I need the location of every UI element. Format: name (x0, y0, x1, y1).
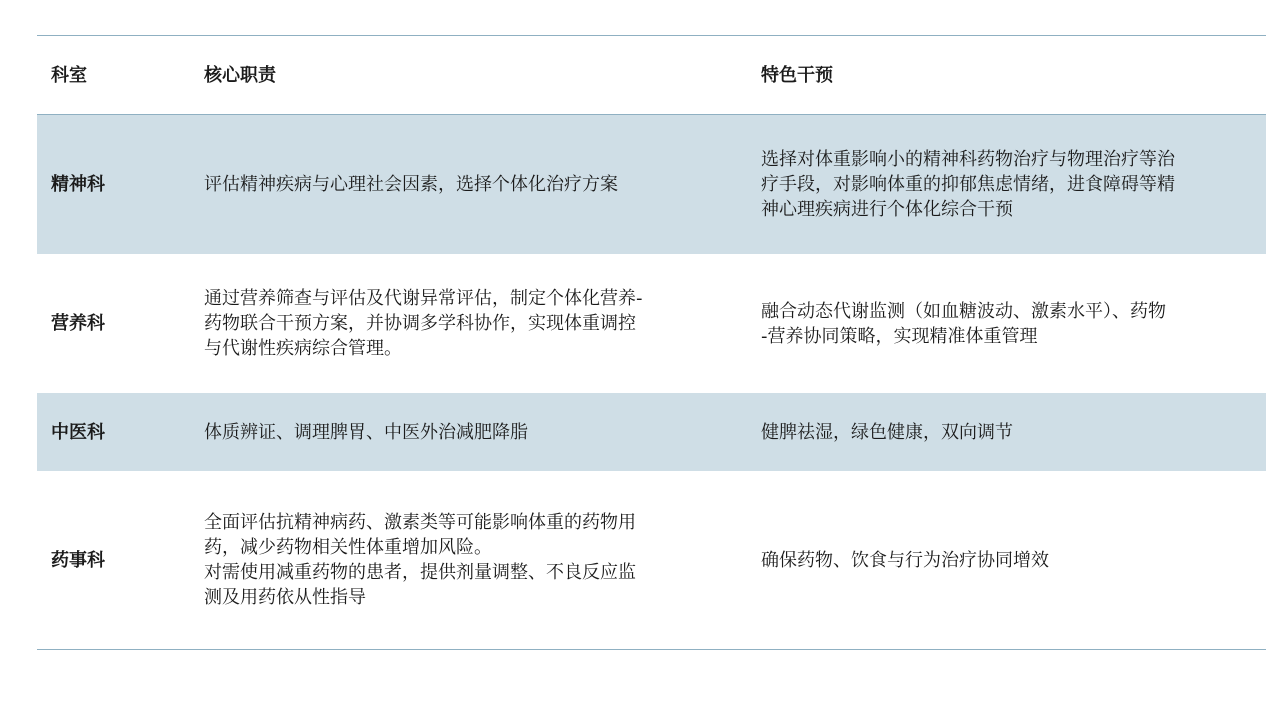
duty-line: 药物联合干预方案，并协调多学科协作，实现体重调控 (204, 313, 636, 334)
duty-line: 测及用药依从性指导 (204, 587, 366, 608)
feature-cell (747, 420, 1266, 445)
duty-line: 对需使用减重药物的患者，提供剂量调整、不良反应监 (204, 562, 636, 583)
table-row (37, 393, 1266, 471)
feature-line: 疗手段，对影响体重的抑郁焦虑情绪，进食障碍等精 (761, 174, 1175, 195)
header-dept: 科室 (51, 64, 87, 86)
duty-line: 评估精神疾病与心理社会因素，选择个体化治疗方案 (204, 174, 618, 195)
feature-line: -营养协同策略，实现精准体重管理 (761, 325, 1038, 347)
dept-cell: 药事科 (51, 549, 105, 571)
table-row (37, 115, 1266, 254)
duty-cell (190, 286, 747, 361)
duty-line: 通过营养筛查与评估及代谢异常评估，制定个体化营养- (204, 288, 643, 309)
department-table (37, 35, 1266, 650)
duty-cell (190, 510, 747, 610)
duty-line: 药，减少药物相关性体重增加风险。 (204, 537, 492, 558)
feature-line: 融合动态代谢监测（如血糖波动、激素水平）、药物 (761, 300, 1166, 322)
feature-line: 确保药物、饮食与行为治疗协同增效 (761, 549, 1049, 571)
duty-cell (190, 172, 747, 197)
feature-cell (747, 299, 1266, 349)
feature-line: 选择对体重影响小的精神科药物治疗与物理治疗等治 (761, 149, 1175, 170)
duty-line: 与代谢性疾病综合管理。 (204, 338, 402, 359)
dept-cell: 精神科 (51, 174, 105, 195)
feature-cell (747, 548, 1266, 573)
feature-line: 健脾祛湿，绿色健康，双向调节 (761, 421, 1013, 443)
table-header-row (37, 36, 1266, 115)
header-feature: 特色干预 (761, 64, 833, 86)
duty-cell (190, 420, 747, 445)
duty-line: 体质辨证、调理脾胃、中医外治减肥降脂 (204, 421, 528, 443)
dept-cell: 中医科 (51, 421, 105, 443)
dept-cell: 营养科 (51, 313, 105, 334)
table-row (37, 254, 1266, 393)
header-duty: 核心职责 (204, 64, 276, 86)
feature-line: 神心理疾病进行个体化综合干预 (761, 199, 1013, 220)
feature-cell (747, 147, 1266, 222)
table-row (37, 471, 1266, 649)
duty-line: 全面评估抗精神病药、激素类等可能影响体重的药物用 (204, 512, 636, 533)
